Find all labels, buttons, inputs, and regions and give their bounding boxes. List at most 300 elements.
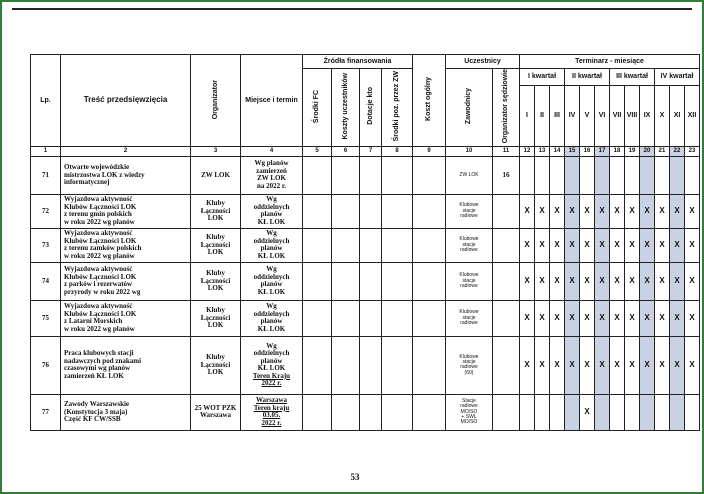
month-mark: X xyxy=(640,336,655,394)
header-total-cost: Koszt ogólny xyxy=(413,55,446,147)
text-line: stacje xyxy=(462,358,476,365)
judges-count: 16 xyxy=(493,156,520,194)
text-line: Klubów Łączności LOK xyxy=(64,309,137,318)
text-line: Część KF CW/SSB xyxy=(64,415,121,424)
text-line: Łączności xyxy=(200,360,231,369)
month-mark: X xyxy=(580,228,595,262)
month-mark: X xyxy=(535,228,550,262)
funding-cell xyxy=(360,156,382,194)
text-line: radiowe xyxy=(460,320,478,327)
header-organizer: Organizator xyxy=(191,55,241,147)
column-number: 18 xyxy=(610,146,625,156)
funding-cell xyxy=(382,394,413,430)
month-mark: X xyxy=(595,336,610,394)
column-number: 19 xyxy=(625,146,640,156)
month-mark xyxy=(520,394,535,430)
month-mark: X xyxy=(655,228,670,262)
header-content: Treść przedsięwzięcia xyxy=(61,55,191,147)
funding-cell xyxy=(382,336,413,394)
column-number: 20 xyxy=(640,146,655,156)
column-number: 12 xyxy=(520,146,535,156)
text-line: zamierzeń xyxy=(256,166,287,175)
event-description xyxy=(61,262,191,300)
text-line: planów xyxy=(260,210,283,219)
column-number: 17 xyxy=(595,146,610,156)
month-mark: X xyxy=(625,336,640,394)
header-place: Miejsce i termin xyxy=(241,55,303,147)
text-line: Stacje xyxy=(462,397,476,404)
column-number: 23 xyxy=(685,146,700,156)
text-line: LOK xyxy=(207,284,224,293)
month-mark: X xyxy=(625,194,640,228)
funding-cell xyxy=(303,194,332,228)
month-mark: X xyxy=(520,336,535,394)
month-mark xyxy=(685,156,700,194)
text-line: Kluby xyxy=(206,199,225,208)
header-judges: Organizator sędziowie xyxy=(493,69,520,147)
month-mark: X xyxy=(595,228,610,262)
text-line: ZW LOK xyxy=(201,170,230,179)
table-row xyxy=(31,194,700,228)
column-number: 1 xyxy=(31,146,61,156)
text-line: (60) xyxy=(464,369,474,376)
text-line: Teren kraju xyxy=(253,403,290,412)
text-line: Klubowe xyxy=(459,236,479,243)
funding-cell xyxy=(360,228,382,262)
text-line: z parków i rezerwatów xyxy=(64,280,133,289)
month-mark: X xyxy=(520,228,535,262)
month-mark: X xyxy=(685,300,700,336)
text-line: 2022 r. xyxy=(261,379,282,388)
row-number: 73 xyxy=(31,228,61,262)
header-lp: Lp. xyxy=(31,55,61,147)
month-mark xyxy=(640,394,655,430)
text-line: z Latarni Morskich xyxy=(64,317,123,326)
funding-cell xyxy=(382,194,413,228)
text-line: KŁ LOK xyxy=(257,364,286,373)
competitors xyxy=(446,394,493,430)
month-mark: X xyxy=(580,336,595,394)
text-line: oddzielnych xyxy=(253,236,290,245)
funding-cell xyxy=(382,228,413,262)
organizer xyxy=(191,262,241,300)
text-line: KŁ LOK xyxy=(257,251,286,260)
text-line: Zawody Warszawskie xyxy=(64,400,130,409)
text-line: Kluby xyxy=(206,353,225,362)
text-line: radiowe xyxy=(460,247,478,254)
judges-count xyxy=(493,336,520,394)
text-line: radiowe xyxy=(460,364,478,371)
funding-cell xyxy=(413,336,446,394)
month-mark: X xyxy=(685,194,700,228)
month-mark: X xyxy=(520,262,535,300)
column-number: 7 xyxy=(360,146,382,156)
organizer xyxy=(191,394,241,430)
place-and-date xyxy=(241,300,303,336)
month-mark: X xyxy=(670,300,685,336)
month-header: IV xyxy=(565,85,580,146)
month-mark: X xyxy=(670,262,685,300)
month-mark: X xyxy=(640,228,655,262)
column-number: 6 xyxy=(332,146,360,156)
place-and-date xyxy=(241,156,303,194)
organizer xyxy=(191,194,241,228)
text-line: Klubowe xyxy=(459,272,479,279)
row-number: 75 xyxy=(31,300,61,336)
text-line: Kluby xyxy=(206,233,225,242)
table-row xyxy=(31,156,700,194)
header-quarter-4: IV kwartał xyxy=(655,69,700,86)
text-line: oddzielnych xyxy=(253,349,290,358)
event-description xyxy=(61,394,191,430)
header-funding: Źródła finansowania xyxy=(303,55,413,69)
text-line: Klubowe xyxy=(459,309,479,316)
competitors xyxy=(446,194,493,228)
month-mark: X xyxy=(685,228,700,262)
text-line: Klubowe xyxy=(459,202,479,209)
header-quarter-3: III kwartał xyxy=(610,69,655,86)
column-number: 11 xyxy=(493,146,520,156)
month-mark: X xyxy=(640,262,655,300)
header-zw-funds: Środki poz. przez ZW xyxy=(382,69,413,147)
text-line: KŁ LOK xyxy=(257,217,286,226)
month-header: VIII xyxy=(625,85,640,146)
month-mark: X xyxy=(595,194,610,228)
column-number: 22 xyxy=(670,146,685,156)
month-mark: X xyxy=(685,262,700,300)
month-mark xyxy=(595,156,610,194)
text-line: na 2022 r. xyxy=(256,181,287,190)
column-number: 9 xyxy=(413,146,446,156)
funding-cell xyxy=(360,336,382,394)
organizer xyxy=(191,156,241,194)
page-number: 53 xyxy=(350,472,360,482)
row-number: 76 xyxy=(31,336,61,394)
text-line: LOK xyxy=(207,321,224,330)
text-line: mistrzostwa LOK z wiedzy xyxy=(64,170,145,179)
month-mark: X xyxy=(655,336,670,394)
month-mark: X xyxy=(625,228,640,262)
month-mark: X xyxy=(610,194,625,228)
text-line: LOK xyxy=(207,248,224,257)
text-line: Wyjazdowa aktywność xyxy=(64,195,133,204)
text-line: 03.05. xyxy=(262,411,281,420)
judges-count xyxy=(493,394,520,430)
month-mark: X xyxy=(580,394,595,430)
competitors xyxy=(446,156,493,194)
month-header: XI xyxy=(670,85,685,146)
text-line: Praca klubowych stacji xyxy=(64,349,134,358)
month-header: XII xyxy=(685,85,700,146)
event-description xyxy=(61,300,191,336)
funding-cell xyxy=(413,394,446,430)
month-mark: X xyxy=(610,262,625,300)
text-line: Łączności xyxy=(200,313,231,322)
month-mark: X xyxy=(670,228,685,262)
table-row xyxy=(31,336,700,394)
column-number: 16 xyxy=(580,146,595,156)
month-mark: X xyxy=(550,300,565,336)
funding-cell xyxy=(332,228,360,262)
funding-cell xyxy=(413,228,446,262)
text-line: Wg xyxy=(266,229,277,238)
funding-cell xyxy=(360,194,382,228)
funding-cell xyxy=(303,300,332,336)
text-line: radiowe xyxy=(460,403,478,410)
month-mark xyxy=(550,394,565,430)
text-line: Klubowe xyxy=(459,353,479,360)
month-mark xyxy=(565,394,580,430)
month-mark: X xyxy=(655,194,670,228)
text-line: nadawczych pod znakami xyxy=(64,356,142,365)
text-line: (Konstytucja 3 maja) xyxy=(64,407,128,416)
text-line: Warszawa xyxy=(255,396,288,405)
column-number: 21 xyxy=(655,146,670,156)
month-mark: X xyxy=(610,336,625,394)
month-mark xyxy=(655,156,670,194)
text-line: ZW LOK xyxy=(257,174,286,183)
funding-cell xyxy=(303,156,332,194)
competitors xyxy=(446,336,493,394)
column-number: 4 xyxy=(241,146,303,156)
funding-cell xyxy=(413,156,446,194)
month-mark: X xyxy=(550,262,565,300)
text-line: Wg xyxy=(266,265,277,274)
text-line: Warszawa xyxy=(199,411,232,420)
text-line: przyrody w roku 2022 wg xyxy=(64,287,141,296)
judges-count xyxy=(493,228,520,262)
text-line: LOK xyxy=(207,214,224,223)
text-line: planów xyxy=(260,244,283,253)
column-number: 14 xyxy=(550,146,565,156)
header-schedule: Terminarz - miesiące xyxy=(520,55,700,69)
funding-cell xyxy=(413,300,446,336)
month-mark: X xyxy=(565,336,580,394)
month-mark: X xyxy=(655,262,670,300)
month-header: III xyxy=(550,85,565,146)
month-mark xyxy=(625,156,640,194)
event-description xyxy=(61,194,191,228)
column-number: 15 xyxy=(565,146,580,156)
table-row xyxy=(31,228,700,262)
table-row xyxy=(31,262,700,300)
month-mark xyxy=(520,156,535,194)
funding-cell xyxy=(382,156,413,194)
funding-cell xyxy=(360,394,382,430)
text-line: zamierzeń KŁ LOK xyxy=(64,371,124,380)
place-and-date xyxy=(241,228,303,262)
top-rule xyxy=(12,8,692,10)
month-mark: X xyxy=(550,228,565,262)
text-line: Otwarte wojewódzkie xyxy=(64,163,130,172)
text-line: stacje xyxy=(462,277,476,284)
text-line: w roku 2022 wg planów xyxy=(64,324,135,333)
month-header: V xyxy=(580,85,595,146)
month-mark xyxy=(655,394,670,430)
month-header: X xyxy=(655,85,670,146)
month-header: II xyxy=(535,85,550,146)
competitors xyxy=(446,228,493,262)
month-mark: X xyxy=(580,262,595,300)
header-subsidies: Dotacje kto xyxy=(360,69,382,147)
text-line: MO/SO xyxy=(460,408,478,415)
table-row xyxy=(31,394,700,430)
organizer xyxy=(191,228,241,262)
text-line: LOK xyxy=(207,368,224,377)
text-line: radiowe xyxy=(460,213,478,220)
month-mark: X xyxy=(640,300,655,336)
month-mark: X xyxy=(535,300,550,336)
funding-cell xyxy=(332,262,360,300)
month-mark: X xyxy=(565,262,580,300)
funding-cell xyxy=(332,194,360,228)
month-mark: X xyxy=(550,194,565,228)
row-number: 74 xyxy=(31,262,61,300)
month-mark: X xyxy=(550,336,565,394)
month-header: I xyxy=(520,85,535,146)
text-line: z terenu gmin polskich xyxy=(64,210,132,219)
competitors xyxy=(446,262,493,300)
column-number: 5 xyxy=(303,146,332,156)
judges-count xyxy=(493,262,520,300)
text-line: oddzielnych xyxy=(253,309,290,318)
funding-cell xyxy=(303,262,332,300)
month-mark xyxy=(625,394,640,430)
month-header: VII xyxy=(610,85,625,146)
text-line: Klubów Łączności LOK xyxy=(64,272,137,281)
funding-cell xyxy=(303,228,332,262)
text-line: Wg planów xyxy=(254,159,289,168)
month-mark xyxy=(670,156,685,194)
column-number: 10 xyxy=(446,146,493,156)
month-mark: X xyxy=(535,262,550,300)
funding-cell xyxy=(360,300,382,336)
row-number: 77 xyxy=(31,394,61,430)
event-description xyxy=(61,228,191,262)
place-and-date xyxy=(241,262,303,300)
month-mark xyxy=(535,156,550,194)
text-line: stacje xyxy=(462,207,476,214)
column-number: 13 xyxy=(535,146,550,156)
funding-cell xyxy=(303,336,332,394)
text-line: czasowymi wg planów xyxy=(64,364,131,373)
funding-cell xyxy=(332,300,360,336)
organizer xyxy=(191,336,241,394)
month-mark: X xyxy=(595,262,610,300)
header-quarter-1: I kwartał xyxy=(520,69,565,86)
month-mark xyxy=(670,394,685,430)
month-header: IX xyxy=(640,85,655,146)
event-description xyxy=(61,156,191,194)
funding-cell xyxy=(413,194,446,228)
text-line: Łączności xyxy=(200,206,231,215)
month-mark: X xyxy=(625,300,640,336)
text-line: oddzielnych xyxy=(253,202,290,211)
funding-cell xyxy=(360,262,382,300)
text-line: Kluby xyxy=(206,306,225,315)
plan-table xyxy=(30,54,700,431)
month-mark: X xyxy=(580,300,595,336)
funding-cell xyxy=(332,156,360,194)
text-line: Klubów Łączności LOK xyxy=(64,236,137,245)
month-mark: X xyxy=(595,300,610,336)
organizer xyxy=(191,300,241,336)
place-and-date xyxy=(241,336,303,394)
column-number: 8 xyxy=(382,146,413,156)
text-line: ZW LOK xyxy=(459,171,479,178)
text-line: MO/SO xyxy=(460,419,478,426)
column-number: 3 xyxy=(191,146,241,156)
month-mark xyxy=(595,394,610,430)
table-row xyxy=(31,300,700,336)
month-mark: X xyxy=(535,194,550,228)
text-line: w roku 2022 wg planów xyxy=(64,217,135,226)
funding-cell xyxy=(382,262,413,300)
funding-cell xyxy=(332,394,360,430)
header-quarter-2: II kwartał xyxy=(565,69,610,86)
text-line: radiowe xyxy=(460,283,478,290)
month-mark: X xyxy=(670,336,685,394)
text-line: Łączności xyxy=(200,240,231,249)
month-mark: X xyxy=(655,300,670,336)
place-and-date xyxy=(241,394,303,430)
month-mark xyxy=(550,156,565,194)
month-mark: X xyxy=(640,194,655,228)
month-mark: X xyxy=(610,300,625,336)
month-mark: X xyxy=(625,262,640,300)
funding-cell xyxy=(413,262,446,300)
text-line: planów xyxy=(260,356,283,365)
judges-count xyxy=(493,300,520,336)
text-line: Teren Kraju xyxy=(252,371,291,380)
text-line: Wyjazdowa aktywność xyxy=(64,265,133,274)
column-number: 2 xyxy=(61,146,191,156)
month-mark: X xyxy=(685,336,700,394)
judges-count xyxy=(493,194,520,228)
funding-cell xyxy=(303,394,332,430)
month-mark: X xyxy=(610,228,625,262)
text-line: Klubów Łączności LOK xyxy=(64,202,137,211)
text-line: stacje xyxy=(462,314,476,321)
text-line: planów xyxy=(260,317,283,326)
text-line: 25 WOT PZK xyxy=(194,403,237,412)
month-mark: X xyxy=(565,228,580,262)
month-mark: X xyxy=(520,300,535,336)
text-line: planów xyxy=(260,280,283,289)
month-mark xyxy=(565,156,580,194)
text-line: Kluby xyxy=(206,269,225,278)
text-line: informatycznej xyxy=(64,178,110,187)
text-line: Wyjazdowa aktywność xyxy=(64,302,133,311)
text-line: KŁ LOK xyxy=(257,324,286,333)
month-mark: X xyxy=(565,300,580,336)
text-line: Wg xyxy=(266,195,277,204)
header-competitors: Zawodnicy xyxy=(446,69,493,147)
funding-cell xyxy=(332,336,360,394)
month-mark xyxy=(685,394,700,430)
header-participants: Uczestnicy xyxy=(446,55,520,69)
text-line: Wyjazdowa aktywność xyxy=(64,229,133,238)
month-mark: X xyxy=(580,194,595,228)
header-costs: Koszty uczestników xyxy=(332,69,360,147)
row-number: 71 xyxy=(31,156,61,194)
month-header: VI xyxy=(595,85,610,146)
text-line: oddzielnych xyxy=(253,272,290,281)
month-mark xyxy=(640,156,655,194)
text-line: stacje xyxy=(462,241,476,248)
month-mark xyxy=(580,156,595,194)
month-mark: X xyxy=(670,194,685,228)
